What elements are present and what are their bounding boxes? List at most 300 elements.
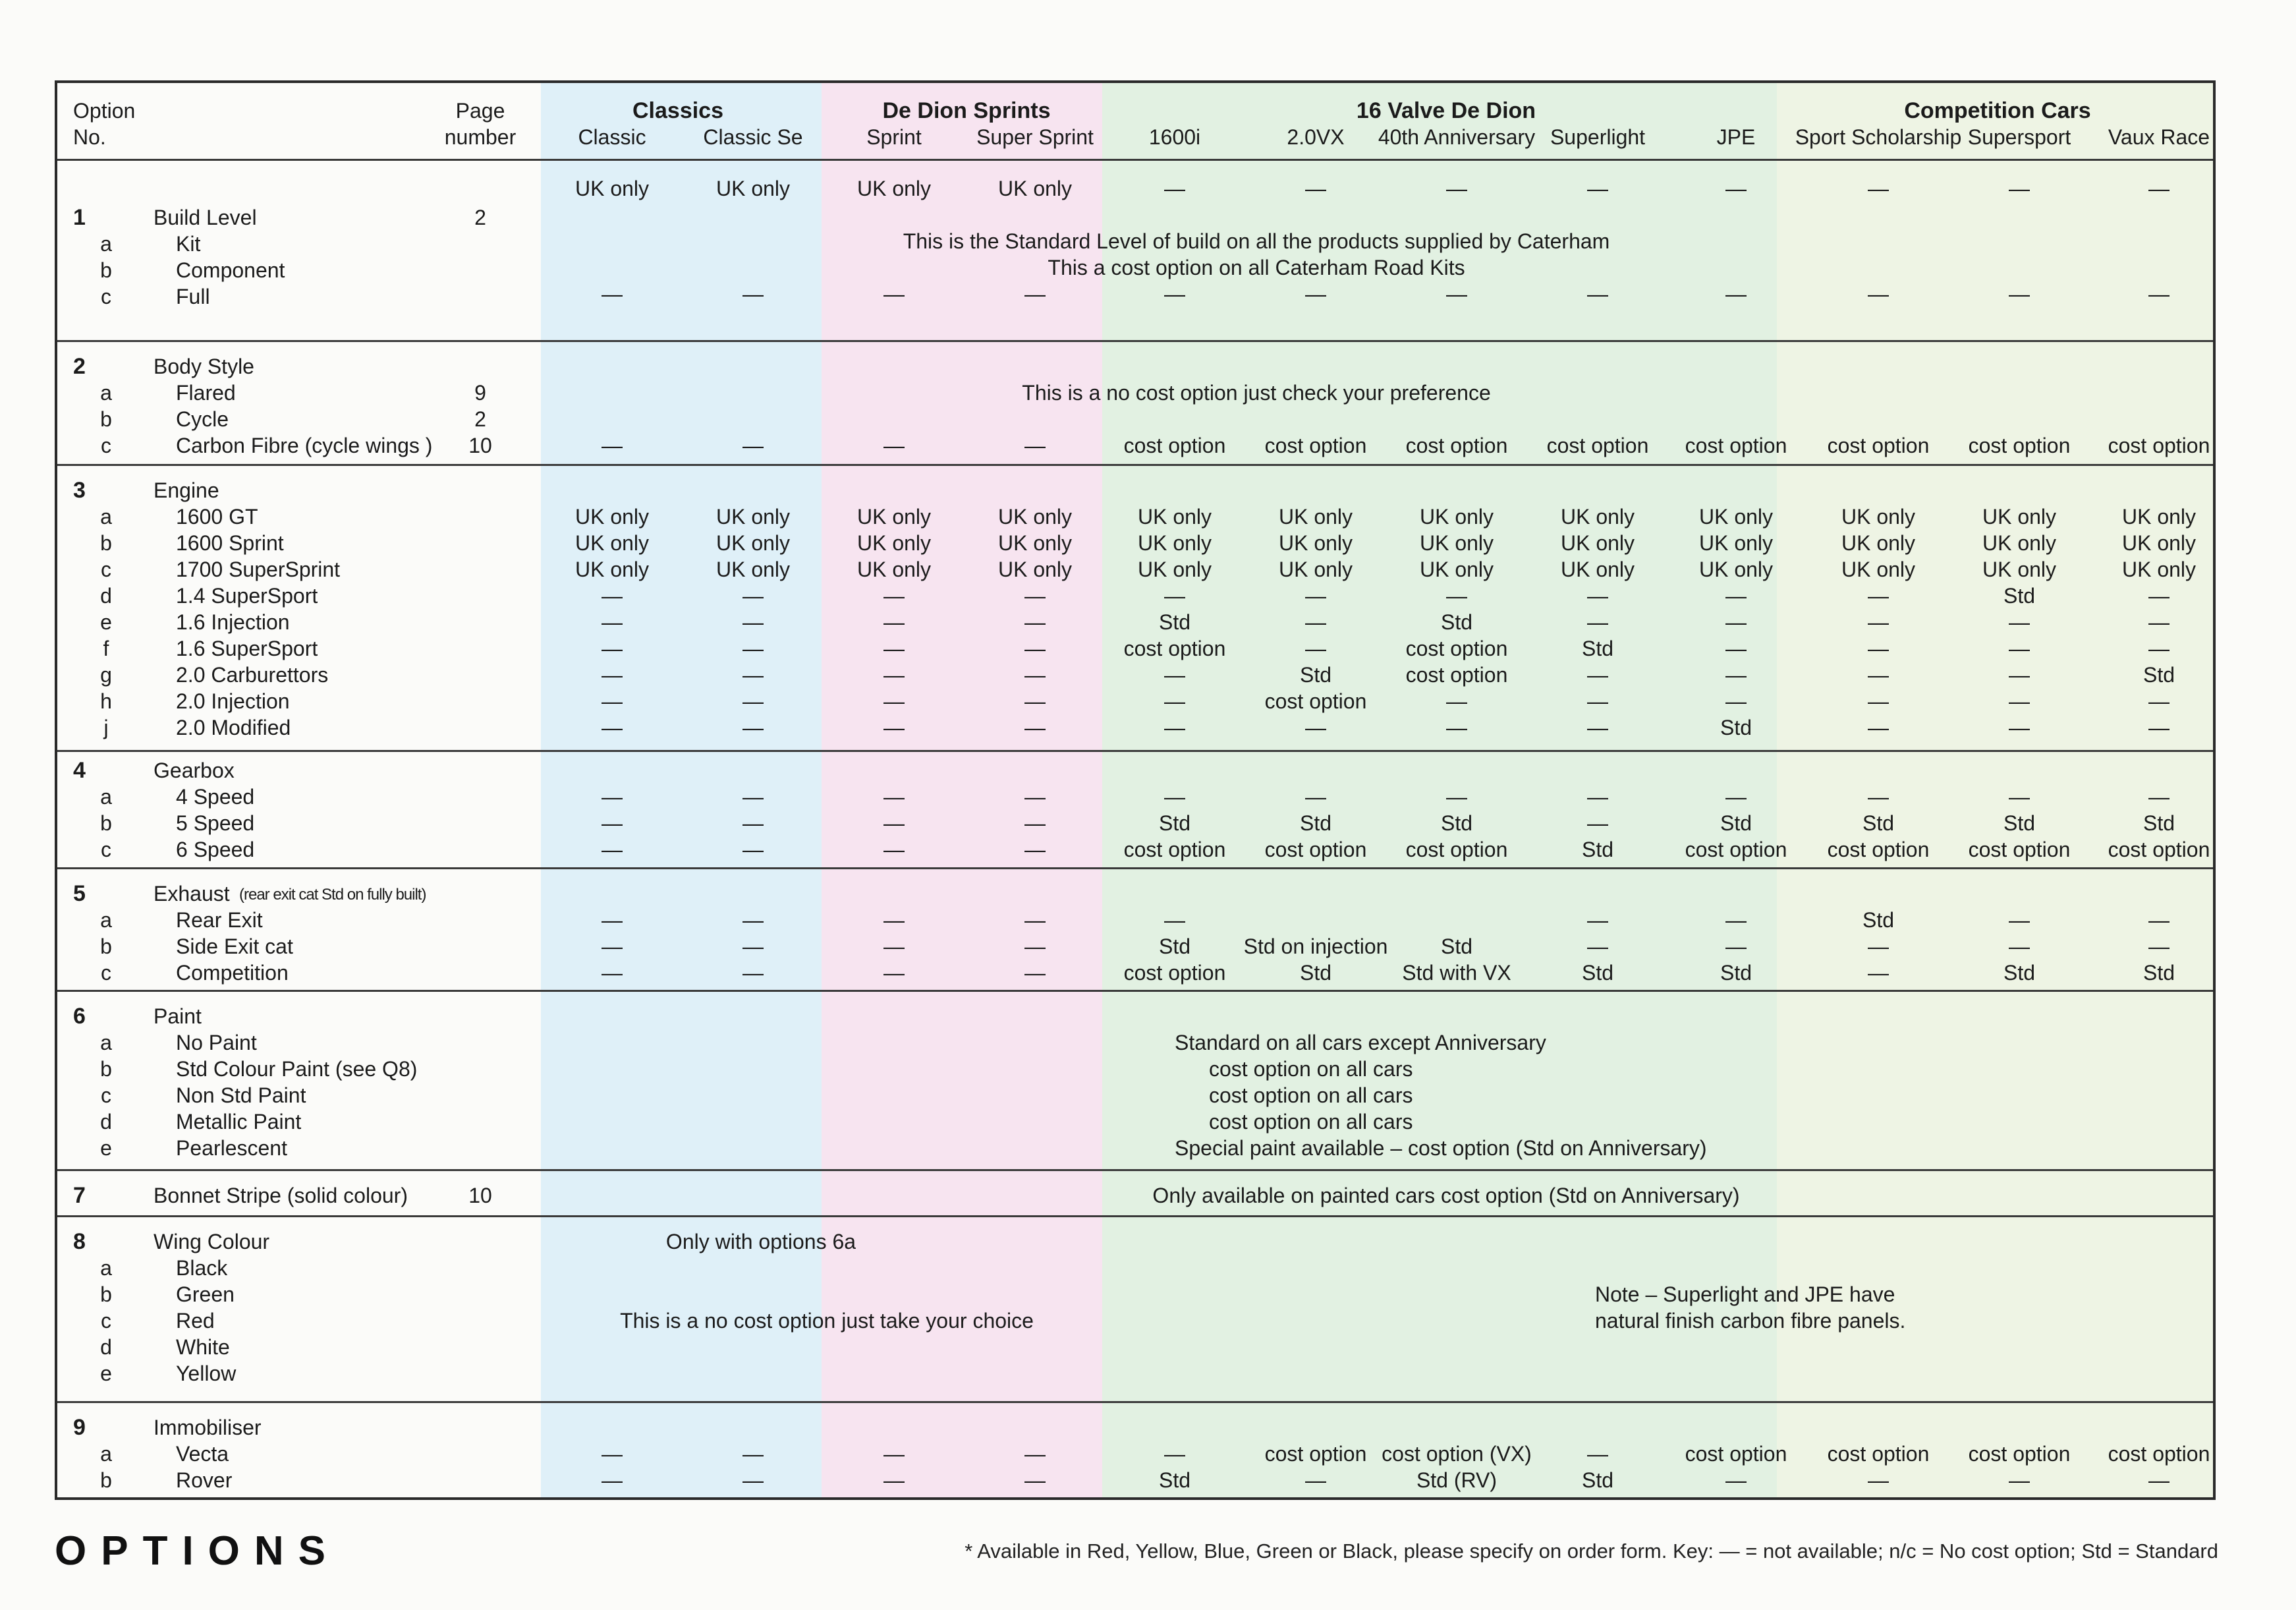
- row-letter: a: [100, 1256, 112, 1280]
- row-letter: a: [100, 232, 112, 256]
- row-label: Black: [176, 1256, 228, 1280]
- row-label: Component: [176, 258, 285, 282]
- cell-value: UK only: [2121, 558, 2197, 581]
- cell-value: —: [1024, 1468, 1046, 1492]
- row-letter: e: [100, 610, 112, 634]
- cell-value: —: [742, 637, 764, 660]
- cell-value: UK only: [715, 505, 791, 529]
- cell-value: —: [2148, 1468, 2170, 1492]
- cell-value: —: [1587, 716, 1608, 739]
- cell-value: —: [742, 811, 764, 835]
- cell-value: —: [1446, 282, 1467, 306]
- section-divider: [57, 1401, 2213, 1403]
- section-note: This is a no cost option just check your preference: [1022, 381, 1491, 405]
- row-letter: b: [100, 1057, 112, 1081]
- cell-value: —: [2148, 637, 2170, 660]
- cell-value: —: [602, 934, 623, 958]
- cell-value: Std: [1440, 610, 1473, 634]
- row-label: Flared: [176, 381, 236, 405]
- cell-value: —: [1305, 637, 1326, 660]
- model-header: Classic: [578, 125, 646, 149]
- section-number: 7: [73, 1183, 86, 1208]
- cell-value: —: [1164, 177, 1185, 200]
- model-header: Super Sprint: [976, 125, 1094, 149]
- cell-value: cost option: [1685, 434, 1787, 457]
- section-title: Body Style: [154, 355, 254, 378]
- cell-value: —: [602, 584, 623, 608]
- row-label: Green: [176, 1282, 235, 1306]
- cell-value: —: [742, 934, 764, 958]
- cell-value: —: [1024, 785, 1046, 809]
- cell-value: —: [1868, 663, 1889, 687]
- cell-value: cost option: [1123, 637, 1226, 660]
- section-divider: [57, 464, 2213, 466]
- cell-value: UK only: [997, 531, 1073, 555]
- cell-value: —: [1024, 610, 1046, 634]
- section-title: Immobiliser: [154, 1416, 262, 1439]
- row-letter: h: [100, 689, 112, 713]
- cell-value: —: [1868, 689, 1889, 713]
- cell-value: Std: [2003, 811, 2036, 835]
- cell-value: UK only: [574, 177, 650, 200]
- section-note: Only available on painted cars cost option (Std on Anniversary): [1152, 1184, 1740, 1207]
- cell-value: UK only: [856, 558, 932, 581]
- footnote: * Available in Red, Yellow, Blue, Green or Black, please specify on order form. Key: — = not available; n/c = No cost option; Std = Standard: [965, 1539, 2218, 1563]
- cell-value: cost option: [1264, 689, 1367, 713]
- cell-value: —: [1868, 584, 1889, 608]
- cell-value: —: [742, 584, 764, 608]
- header-divider: [57, 159, 2213, 161]
- cell-value: —: [2009, 610, 2030, 634]
- row-letter: a: [100, 1442, 112, 1466]
- cell-value: cost option: [1546, 434, 1649, 457]
- cell-value: —: [742, 282, 764, 306]
- cell-value: Std with VX: [1402, 961, 1511, 985]
- paint-note: cost option on all cars: [1209, 1057, 1413, 1081]
- cell-value: UK only: [997, 505, 1073, 529]
- cell-value: —: [2148, 177, 2170, 200]
- row-letter: a: [100, 505, 112, 529]
- cell-value: —: [883, 584, 905, 608]
- cell-value: Std: [1581, 838, 1614, 861]
- cell-value: UK only: [1560, 558, 1635, 581]
- cell-value: Std: [1158, 811, 1191, 835]
- cell-value: —: [2009, 282, 2030, 306]
- section-note: Note – Superlight and JPE have: [1595, 1282, 1895, 1306]
- row-label: Cycle: [176, 407, 229, 431]
- cell-value: —: [602, 838, 623, 861]
- model-header: Superlight: [1550, 125, 1646, 149]
- row-letter: c: [101, 285, 111, 308]
- cell-value: —: [602, 1442, 623, 1466]
- model-header: 2.0VX: [1287, 125, 1345, 149]
- cell-value: UK only: [1560, 505, 1635, 529]
- cell-value: UK only: [856, 177, 932, 200]
- cell-value: —: [602, 434, 623, 457]
- cell-value: Std: [1158, 610, 1191, 634]
- section-number: 3: [73, 478, 86, 503]
- row-label: 1600 Sprint: [176, 531, 284, 555]
- cell-value: —: [2148, 716, 2170, 739]
- row-letter: f: [103, 637, 109, 660]
- section-number: 9: [73, 1415, 86, 1440]
- group-header-sprints: De Dion Sprints: [882, 98, 1051, 123]
- model-header: JPE: [1716, 125, 1756, 149]
- cell-value: —: [1725, 934, 1747, 958]
- cell-value: UK only: [715, 531, 791, 555]
- cell-value: —: [2009, 1468, 2030, 1492]
- cell-value: —: [883, 434, 905, 457]
- model-header: Sport Scholarship: [1795, 125, 1962, 149]
- cell-value: cost option: [1123, 434, 1226, 457]
- cell-value: —: [1587, 908, 1608, 932]
- row-label: Pearlescent: [176, 1136, 287, 1160]
- cell-value: —: [1868, 961, 1889, 985]
- cell-value: —: [1868, 177, 1889, 200]
- cell-value: —: [1587, 610, 1608, 634]
- cell-value: UK only: [1982, 531, 2057, 555]
- cell-value: Std: [2003, 584, 2036, 608]
- section-divider: [57, 1169, 2213, 1171]
- cell-value: —: [602, 689, 623, 713]
- cell-value: UK only: [1841, 558, 1916, 581]
- cell-value: —: [602, 716, 623, 739]
- cell-value: Std (RV): [1416, 1468, 1498, 1492]
- row-label: 2.0 Injection: [176, 689, 290, 713]
- section-title: Engine: [154, 478, 219, 502]
- cell-value: cost option: [1405, 663, 1508, 687]
- paint-note: cost option on all cars: [1209, 1110, 1413, 1134]
- row-label: 2.0 Modified: [176, 716, 291, 739]
- cell-value: —: [742, 1442, 764, 1466]
- cell-value: Std: [1440, 811, 1473, 835]
- section-number: 5: [73, 881, 86, 906]
- cell-value: —: [1024, 1442, 1046, 1466]
- cell-value: —: [2148, 282, 2170, 306]
- cell-value: —: [1164, 716, 1185, 739]
- cell-value: —: [1868, 1468, 1889, 1492]
- row-label: Non Std Paint: [176, 1083, 306, 1107]
- cell-value: —: [1305, 177, 1326, 200]
- cell-value: UK only: [1982, 505, 2057, 529]
- sprints-band: [822, 83, 1102, 1497]
- model-header: 40th Anniversary: [1378, 125, 1536, 149]
- cell-value: —: [1164, 689, 1185, 713]
- cell-value: Std: [2003, 961, 2036, 985]
- cell-value: —: [742, 908, 764, 932]
- cell-value: cost option: [1405, 637, 1508, 660]
- cell-value: —: [1446, 177, 1467, 200]
- row-label: Kit: [176, 232, 201, 256]
- cell-value: —: [1164, 282, 1185, 306]
- cell-value: UK only: [1278, 505, 1353, 529]
- model-header: 1600i: [1148, 125, 1201, 149]
- paint-note: Standard on all cars except Anniversary: [1175, 1031, 1546, 1054]
- cell-value: —: [883, 961, 905, 985]
- cell-value: —: [2009, 177, 2030, 200]
- cell-value: Std: [1581, 637, 1614, 660]
- row-letter: j: [103, 716, 109, 739]
- section-note: This a cost option on all Caterham Road Kits: [1048, 256, 1465, 279]
- options-table: [55, 80, 2216, 1500]
- row-letter: d: [100, 584, 112, 608]
- cell-value: —: [1725, 610, 1747, 634]
- cell-value: —: [1587, 663, 1608, 687]
- cell-value: cost option: [1405, 838, 1508, 861]
- cell-value: —: [602, 811, 623, 835]
- cell-value: —: [1024, 282, 1046, 306]
- cell-value: UK only: [856, 505, 932, 529]
- row-letter: b: [100, 1282, 112, 1306]
- cell-value: UK only: [1698, 531, 1774, 555]
- section-title: Bonnet Stripe (solid colour): [154, 1184, 408, 1207]
- section-number: 6: [73, 1004, 86, 1029]
- cell-value: —: [602, 663, 623, 687]
- cell-value: UK only: [1982, 558, 2057, 581]
- row-label: Metallic Paint: [176, 1110, 302, 1134]
- page-title: OPTIONS: [55, 1528, 341, 1574]
- cell-value: —: [742, 961, 764, 985]
- row-label: 6 Speed: [176, 838, 255, 861]
- row-label: Rover: [176, 1468, 233, 1492]
- row-letter: a: [100, 381, 112, 405]
- row-label: Side Exit cat: [176, 934, 293, 958]
- section-title-note: (rear exit cat Std on fully built): [239, 886, 426, 904]
- cell-value: UK only: [1137, 558, 1212, 581]
- cell-value: —: [2009, 785, 2030, 809]
- cell-value: cost option: [1968, 838, 2071, 861]
- cell-value: —: [883, 908, 905, 932]
- group-header-competition: Competition Cars: [1904, 98, 2091, 123]
- cell-value: cost option (VX): [1382, 1442, 1532, 1466]
- cell-value: —: [1587, 584, 1608, 608]
- cell-value: —: [883, 610, 905, 634]
- row-letter: b: [100, 258, 112, 282]
- cell-value: —: [1164, 785, 1185, 809]
- cell-value: —: [1024, 961, 1046, 985]
- cell-value: UK only: [1278, 558, 1353, 581]
- section-title: Gearbox: [154, 759, 235, 782]
- row-page: 10: [468, 434, 492, 457]
- cell-value: UK only: [997, 177, 1073, 200]
- row-label: No Paint: [176, 1031, 257, 1054]
- paint-note: Special paint available – cost option (Std on Anniversary): [1175, 1136, 1707, 1160]
- cell-value: UK only: [1698, 505, 1774, 529]
- cell-value: —: [2148, 584, 2170, 608]
- cell-value: —: [742, 663, 764, 687]
- row-label: 1.6 Injection: [176, 610, 290, 634]
- cell-value: UK only: [715, 558, 791, 581]
- model-header: Sprint: [866, 125, 922, 149]
- row-letter: b: [100, 407, 112, 431]
- row-letter: c: [101, 434, 111, 457]
- cell-value: —: [1024, 811, 1046, 835]
- section-divider: [57, 867, 2213, 869]
- cell-value: UK only: [574, 531, 650, 555]
- cell-value: —: [602, 1468, 623, 1492]
- cell-value: —: [742, 1468, 764, 1492]
- cell-value: cost option: [1123, 838, 1226, 861]
- cell-value: —: [1164, 908, 1185, 932]
- cell-value: UK only: [2121, 531, 2197, 555]
- cell-value: —: [1024, 434, 1046, 457]
- cell-value: UK only: [1841, 505, 1916, 529]
- model-header: Classic Se: [703, 125, 803, 149]
- cell-value: —: [1587, 1442, 1608, 1466]
- section-title: Paint: [154, 1004, 202, 1028]
- cell-value: —: [883, 1442, 905, 1466]
- cell-value: —: [2148, 934, 2170, 958]
- cell-value: Std: [1862, 811, 1895, 835]
- cell-value: —: [1725, 584, 1747, 608]
- cell-value: cost option: [2108, 1442, 2210, 1466]
- row-label: Yellow: [176, 1362, 237, 1385]
- cell-value: —: [2009, 689, 2030, 713]
- cell-value: —: [602, 908, 623, 932]
- cell-value: —: [1587, 811, 1608, 835]
- cell-value: cost option: [1827, 1442, 1930, 1466]
- option-no-header: Option: [73, 99, 136, 123]
- row-label: 1.4 SuperSport: [176, 584, 318, 608]
- cell-value: —: [742, 689, 764, 713]
- cell-value: Std: [1581, 1468, 1614, 1492]
- option-no-header: No.: [73, 125, 106, 149]
- cell-value: —: [602, 785, 623, 809]
- cell-value: UK only: [1560, 531, 1635, 555]
- row-letter: c: [101, 838, 111, 861]
- row-letter: c: [101, 1083, 111, 1107]
- row-label: Vecta: [176, 1442, 229, 1466]
- cell-value: —: [2009, 716, 2030, 739]
- cell-value: cost option: [1264, 434, 1367, 457]
- cell-value: UK only: [574, 505, 650, 529]
- cell-value: —: [1024, 637, 1046, 660]
- cell-value: Std: [1299, 811, 1332, 835]
- cell-value: Std on injection: [1243, 934, 1388, 958]
- cell-value: —: [742, 610, 764, 634]
- cell-value: Std: [1158, 934, 1191, 958]
- cell-value: —: [883, 689, 905, 713]
- cell-value: —: [1587, 689, 1608, 713]
- cell-value: —: [1868, 610, 1889, 634]
- row-label: Red: [176, 1309, 215, 1333]
- cell-value: —: [1446, 689, 1467, 713]
- cell-value: UK only: [1419, 558, 1494, 581]
- cell-value: —: [1305, 1468, 1326, 1492]
- cell-value: cost option: [1827, 838, 1930, 861]
- cell-value: cost option: [2108, 434, 2210, 457]
- cell-value: —: [1725, 785, 1747, 809]
- cell-value: cost option: [1968, 434, 2071, 457]
- cell-value: —: [1446, 584, 1467, 608]
- cell-value: cost option: [1264, 838, 1367, 861]
- cell-value: cost option: [1405, 434, 1508, 457]
- cell-value: cost option: [2108, 838, 2210, 861]
- cell-value: Std: [2142, 663, 2175, 687]
- cell-value: Std: [1440, 934, 1473, 958]
- cell-value: —: [1024, 663, 1046, 687]
- section-number: 4: [73, 758, 86, 783]
- row-letter: b: [100, 1468, 112, 1492]
- group-header-valve: 16 Valve De Dion: [1356, 98, 1536, 123]
- section-page: 2: [474, 206, 486, 229]
- cell-value: —: [1587, 282, 1608, 306]
- section-number: 1: [73, 205, 86, 230]
- section-title: Build Level: [154, 206, 257, 229]
- row-letter: g: [100, 663, 112, 687]
- cell-value: —: [1164, 663, 1185, 687]
- section-note: natural finish carbon fibre panels.: [1595, 1309, 1906, 1333]
- row-letter: b: [100, 934, 112, 958]
- cell-value: Std: [1720, 811, 1752, 835]
- section-divider: [57, 1215, 2213, 1217]
- cell-value: —: [883, 716, 905, 739]
- cell-value: UK only: [997, 558, 1073, 581]
- row-letter: a: [100, 785, 112, 809]
- cell-value: UK only: [856, 531, 932, 555]
- cell-value: —: [1164, 584, 1185, 608]
- cell-value: —: [1725, 663, 1747, 687]
- section-note: Only with options 6a: [665, 1230, 856, 1253]
- row-label: White: [176, 1335, 230, 1359]
- row-letter: a: [100, 1031, 112, 1054]
- cell-value: —: [883, 785, 905, 809]
- cell-value: —: [883, 282, 905, 306]
- cell-value: —: [602, 282, 623, 306]
- cell-value: UK only: [1419, 505, 1494, 529]
- cell-value: —: [742, 785, 764, 809]
- cell-value: Std: [1158, 1468, 1191, 1492]
- cell-value: —: [2148, 908, 2170, 932]
- cell-value: —: [883, 663, 905, 687]
- row-letter: e: [100, 1136, 112, 1160]
- row-letter: c: [101, 1309, 111, 1333]
- cell-value: —: [1024, 934, 1046, 958]
- cell-value: Std: [1862, 908, 1895, 932]
- cell-value: —: [1725, 637, 1747, 660]
- section-number: 8: [73, 1229, 86, 1254]
- cell-value: —: [883, 838, 905, 861]
- cell-value: cost option: [1685, 1442, 1787, 1466]
- cell-value: —: [602, 610, 623, 634]
- classics-band: [541, 83, 822, 1497]
- row-label: 5 Speed: [176, 811, 255, 835]
- cell-value: —: [1305, 716, 1326, 739]
- section-title: Exhaust: [154, 882, 230, 906]
- model-header: Supersport: [1967, 125, 2071, 149]
- cell-value: cost option: [1123, 961, 1226, 985]
- row-letter: e: [100, 1362, 112, 1385]
- section-note: This is a no cost option just take your choice: [620, 1309, 1034, 1333]
- page-number-header: number: [444, 125, 517, 149]
- row-label: Std Colour Paint (see Q8): [176, 1057, 418, 1081]
- cell-value: Std: [2142, 961, 2175, 985]
- cell-value: Std: [2142, 811, 2175, 835]
- row-label: 2.0 Carburettors: [176, 663, 329, 687]
- cell-value: —: [1024, 838, 1046, 861]
- cell-value: —: [602, 637, 623, 660]
- cell-value: —: [883, 637, 905, 660]
- section-divider: [57, 750, 2213, 752]
- cell-value: —: [1305, 610, 1326, 634]
- row-page: 9: [474, 381, 486, 405]
- cell-value: —: [1725, 282, 1747, 306]
- cell-value: UK only: [1419, 531, 1494, 555]
- cell-value: —: [1305, 584, 1326, 608]
- cell-value: —: [883, 934, 905, 958]
- row-letter: b: [100, 531, 112, 555]
- cell-value: —: [1587, 934, 1608, 958]
